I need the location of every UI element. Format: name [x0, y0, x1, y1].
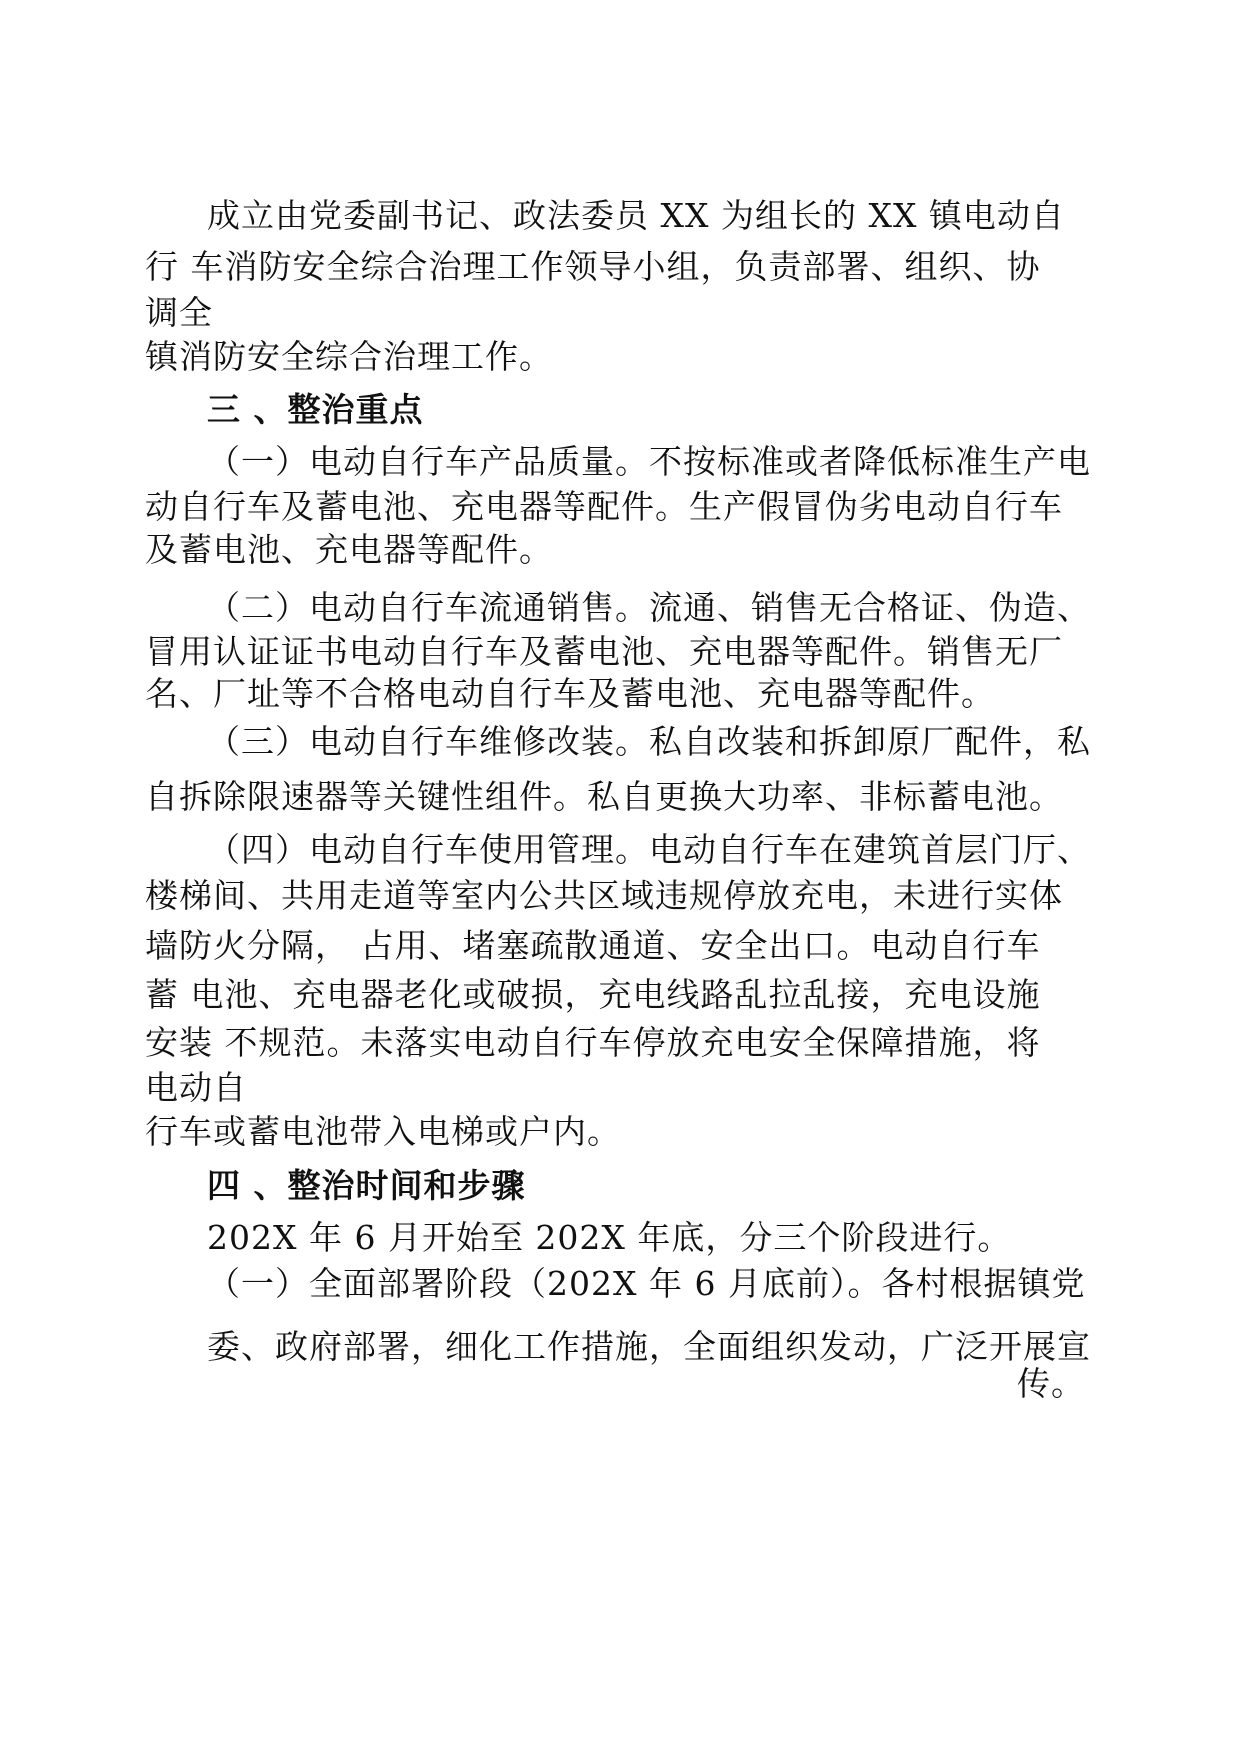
paragraph-line: 镇消防安全综合治理工作。	[145, 337, 553, 376]
paragraph-line: （二）电动自行车流通销售。流通、销售无合格证、伪造、	[207, 588, 1091, 627]
paragraph-line: （三）电动自行车维修改装。私自改装和拆卸原厂配件，私	[207, 722, 1091, 761]
paragraph-line: 蓄 电池、充电器老化或破损，充电线路乱拉乱接，充电设施	[145, 975, 1041, 1014]
section-heading: 三 、整治重点	[207, 390, 424, 429]
paragraph-line: 安装 不规范。未落实电动自行车停放充电安全保障措施，将	[145, 1023, 1041, 1062]
section-heading: 四 、整治时间和步骤	[207, 1166, 526, 1205]
paragraph-line: 楼梯间、共用走道等室内公共区域违规停放充电，未进行实体	[145, 876, 1063, 915]
paragraph-line: 行车或蓄电池带入电梯或户内。	[145, 1112, 621, 1151]
paragraph-line: （一）全面部署阶段（202X 年 6 月底前）。各村根据镇党	[207, 1264, 1086, 1303]
paragraph-line: 自拆除限速器等关键性组件。私自更换大功率、非标蓄电池。	[145, 777, 1063, 816]
paragraph-line: 名、厂址等不合格电动自行车及蓄电池、充电器等配件。	[145, 674, 995, 713]
paragraph-line: 202X 年 6 月开始至 202X 年底，分三个阶段进行。	[207, 1218, 1012, 1257]
paragraph-line: 委、政府部署，细化工作措施，全面组织发动，广泛开展宣	[207, 1327, 1091, 1366]
paragraph-line: （一）电动自行车产品质量。不按标准或者降低标准生产电	[207, 442, 1091, 481]
paragraph-line: 及蓄电池、充电器等配件。	[145, 530, 553, 569]
paragraph-line: 墙防火分隔， 占用、堵塞疏散通道、安全出口。电动自行车	[145, 926, 1041, 965]
paragraph-line: 冒用认证证书电动自行车及蓄电池、充电器等配件。销售无厂	[145, 632, 1063, 671]
paragraph-line: 成立由党委副书记、政法委员 XX 为组长的 XX 镇电动自	[207, 196, 1065, 235]
paragraph-line: 动自行车及蓄电池、充电器等配件。生产假冒伪劣电动自行车	[145, 487, 1063, 526]
paragraph-line: 电动自	[145, 1068, 247, 1107]
paragraph-line: 调全	[145, 293, 213, 332]
paragraph-line: 传。	[1017, 1364, 1085, 1403]
paragraph-line: 行 车消防安全综合治理工作领导小组，负责部署、组织、协	[145, 247, 1041, 286]
paragraph-line: （四）电动自行车使用管理。电动自行车在建筑首层门厅、	[207, 830, 1091, 869]
